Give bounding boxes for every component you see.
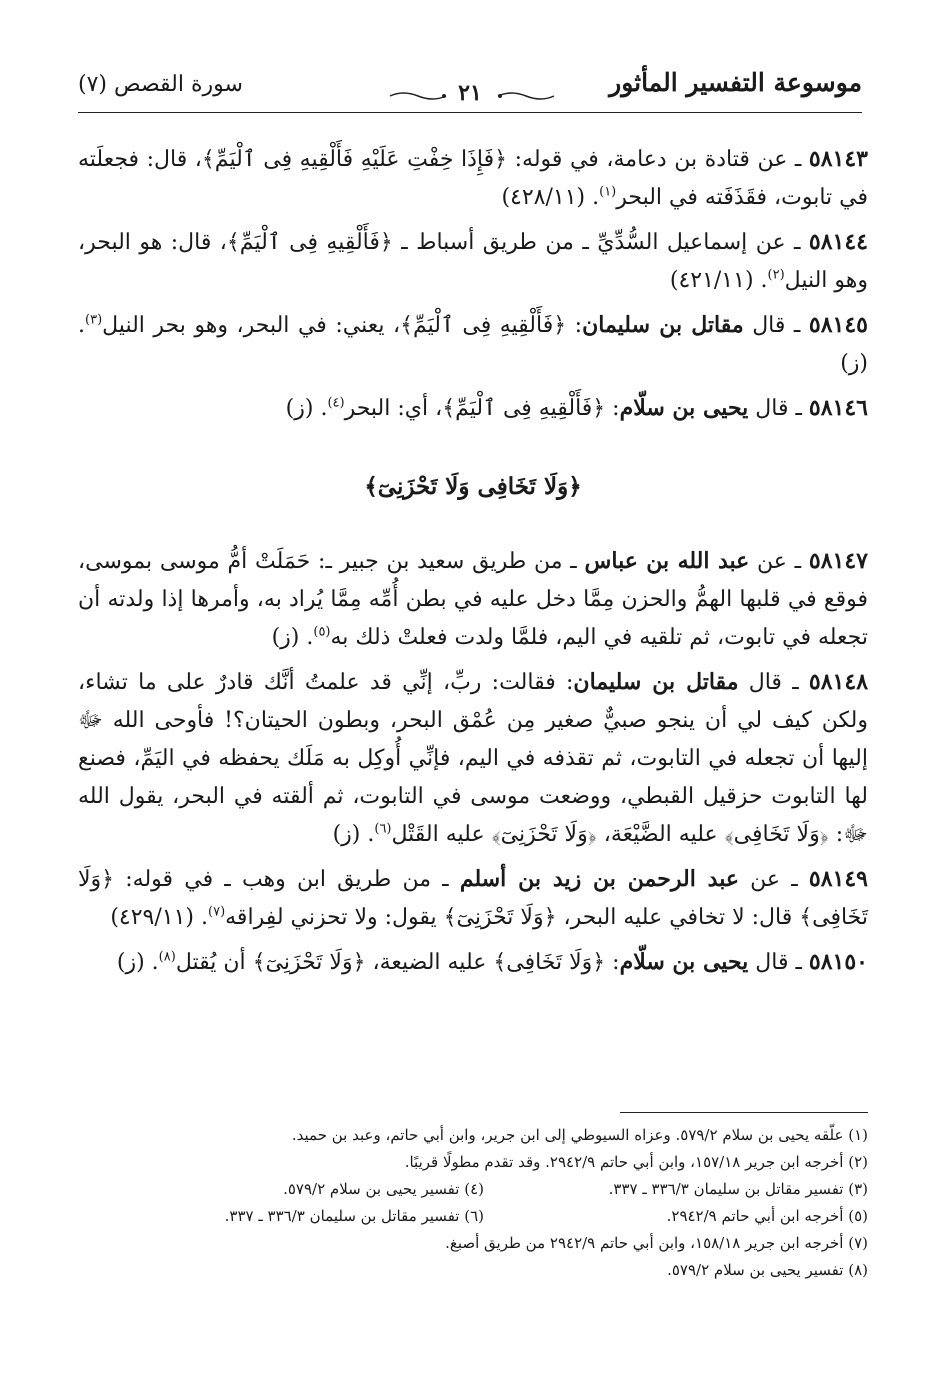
footnote-ref: (٧) — [208, 904, 226, 920]
entry-text: ، يعني: في البحر، وهو بحر النيل — [102, 313, 401, 338]
footnote-3: (٣) تفسير مقاتل بن سليمان ٣٣٦/٣ ـ ٣٣٧. — [608, 1180, 868, 1198]
entry-text: : — [605, 396, 620, 421]
page-number: ٢١ — [458, 80, 482, 106]
narrator-name: عبد الرحمن بن زيد بن أسلم — [459, 866, 739, 892]
entry-number: ٥٨١٤٣ — [808, 146, 868, 172]
narrator-name: عبد الله بن عباس — [584, 548, 750, 574]
entry-ref: . (ز) — [78, 313, 868, 376]
entry-number: ٥٨١٤٩ — [808, 866, 868, 892]
entry-ref: . (ز) — [116, 950, 159, 975]
quran-quote: ﴿فَأَلْقِيهِ فِى ٱلْيَمِّ﴾ — [226, 230, 393, 255]
narrator-name: مقاتل بن سليمان — [573, 669, 739, 695]
entry-58143 — [78, 140, 868, 217]
footnote-4: (٤) تفسير يحيى بن سلام ٥٧٩/٢. — [283, 1180, 484, 1198]
main-text — [78, 140, 868, 988]
entry-text: ـ من طريق سعيد بن جبير ـ: حَمَلَتْ أمُّ موسى بموسى، فوقع في قلبها الهمُّ والحزن مِمَّا دخل عليه في بطن أُمِّه مِمَّا يُراد به، وأمرها إذا ولدته أن تجعله في تابوت، ثم تلقيه في اليم، فلمَّا ولدت فعلتْ ذلك به — [78, 549, 869, 650]
quran-quote: ﴿فَأَلْقِيهِ فِى ٱلْيَمِّ﴾ — [400, 313, 567, 338]
surah-name: سورة القصص (٧) — [78, 72, 243, 97]
footnote-row-3-4 — [100, 1176, 868, 1203]
entry-ref: . (٤٢٩/١١) — [110, 905, 208, 930]
footnote-rule — [620, 1112, 868, 1113]
footnote-2: (٢) أخرجه ابن جرير ١٥٧/١٨، وابن أبي حاتم ٢٩٤٢/٩. وقد تقدم مطولًا قريبًا. — [404, 1153, 868, 1171]
narrator-name: مقاتل بن سليمان — [582, 312, 744, 338]
entry-text: : فقالت: ربِّ، إنِّي قد علمتُ أنَّك قادرٌ على ما تشاء، ولكن كيف لي أن ينجو صبيٌّ صغير مِن عُمْق البحر، وبطون الحيتان؟! فأوحى الله ﷻ إليها أن تجعله في التابوت، ثم تقذفه في اليم، فإنِّي أُوكِل به مَلَك يحفظه في اليَمِّ، فصنع لها التابوت حزقيل القبطي، ووضعت موسى في التابوت، ثم ألقته في البحر، يقول الله ﷻ: ﴿وَلَا تَخَافِى﴾ عليه الضَّيْعَة، ﴿وَلَا تَحْزَنِىٓ﴾ عليه القَتْل — [78, 670, 868, 847]
entry-58147 — [78, 542, 868, 657]
entry-text: ـ قال — [738, 670, 809, 695]
book-title: موسوعة التفسير المأثور — [609, 68, 862, 97]
entry-ref: . (ز) — [271, 625, 314, 650]
entry-58146 — [78, 389, 868, 428]
entry-ref: . (٤٢١/١١) — [669, 268, 768, 293]
footnote-ref: (٦) — [374, 821, 392, 837]
entry-58149 — [78, 860, 868, 937]
entry-text: ـ عن — [738, 867, 809, 892]
footnote-8: (٨) تفسير يحيى بن سلام ٥٧٩/٢. — [667, 1261, 868, 1279]
entry-number: ٥٨١٥٠ — [808, 949, 868, 975]
entry-58144 — [78, 223, 868, 300]
entry-text: ـ عن قتادة بن دعامة، في قوله: — [507, 147, 809, 172]
entry-text: ـ قال — [748, 396, 809, 421]
footnote-ref: (٢) — [767, 267, 785, 283]
narrator-name: يحيى بن سلّام — [619, 949, 749, 975]
header-rule — [78, 112, 862, 113]
footnote-5: (٥) أخرجه ابن أبي حاتم ٢٩٤٢/٩. — [666, 1207, 868, 1225]
entry-58145 — [78, 306, 868, 383]
entry-number: ٥٨١٤٥ — [808, 312, 868, 338]
entry-text: : ﴿وَلَا تَخَافِى﴾ عليه الضيعة، ﴿وَلَا تَحْزَنِىٓ﴾ أن يُقتل — [175, 950, 620, 975]
footnote-ref: (٤) — [327, 395, 345, 411]
entry-ref: . (ز) — [285, 396, 328, 421]
narrator-name: يحيى بن سلّام — [619, 395, 749, 421]
entry-ref: . (ز) — [332, 822, 375, 847]
entry-58148 — [78, 663, 868, 854]
entry-number: ٥٨١٤٨ — [808, 669, 869, 695]
running-header — [78, 68, 862, 108]
footnote-ref: (٣) — [85, 312, 103, 328]
entry-58150 — [78, 943, 868, 982]
quran-quote: ﴿فَأَلْقِيهِ فِى ٱلْيَمِّ﴾ — [442, 396, 606, 421]
entry-text: ، أي: البحر — [344, 396, 443, 421]
entry-text: ـ قال — [748, 950, 809, 975]
footnote-row-5-6 — [100, 1203, 868, 1230]
entry-number: ٥٨١٤٦ — [808, 395, 868, 421]
entry-text: ـ عن — [749, 549, 809, 574]
footnote-6: (٦) تفسير مقاتل بن سليمان ٣٣٦/٣ ـ ٣٣٧. — [224, 1207, 484, 1225]
footnote-7: (٧) أخرجه ابن جرير ١٥٨/١٨، وابن أبي حاتم ٢٩٤٢/٩ من طريق أصبغ. — [445, 1234, 868, 1252]
footnote-ref: (١) — [599, 184, 617, 200]
entry-text: ، قال: فجعلَته في تابوت، فقَذَفَته في البحر — [78, 147, 868, 210]
ornament-left-icon — [388, 90, 448, 102]
entry-ref: . (٤٢٨/١١) — [501, 185, 600, 210]
entry-text: ـ قال — [743, 313, 809, 338]
footnote-ref: (٨) — [158, 949, 176, 965]
quran-quote: ﴿فَإِذَا خِفْتِ عَلَيْهِ فَأَلْقِيهِ فِى ٱلْيَمِّ﴾ — [201, 147, 508, 172]
entry-text: ، قال: هو البحر، وهو النيل — [78, 230, 868, 293]
footnote-1: (١) علّقه يحيى بن سلام ٥٧٩/٢. وعزاه السيوطي إلى ابن جرير، وابن أبي حاتم، وعبد بن حميد. — [291, 1126, 868, 1144]
entry-number: ٥٨١٤٤ — [808, 229, 868, 255]
entry-text: : — [566, 313, 583, 338]
entry-number: ٥٨١٤٧ — [808, 548, 868, 574]
footnote-ref: (٥) — [313, 624, 331, 640]
entry-text: ـ عن إسماعيل السُّدِّيِّ ـ من طريق أسباط ـ — [392, 230, 809, 255]
section-heading: ﴿وَلَا تَخَافِى وَلَا تَحْزَنِىٓ﴾ — [364, 473, 582, 500]
ornament-right-icon — [496, 90, 556, 102]
footnotes — [100, 1122, 868, 1284]
entry-text: ـ من طريق ابن وهب ـ في قوله: ﴿وَلَا تَخَافِى﴾ قال: لا تخافي عليه البحر، ﴿وَلَا تَحْزَنِىٓ﴾ يقول: ولا تحزني لفِراقه — [78, 867, 868, 930]
